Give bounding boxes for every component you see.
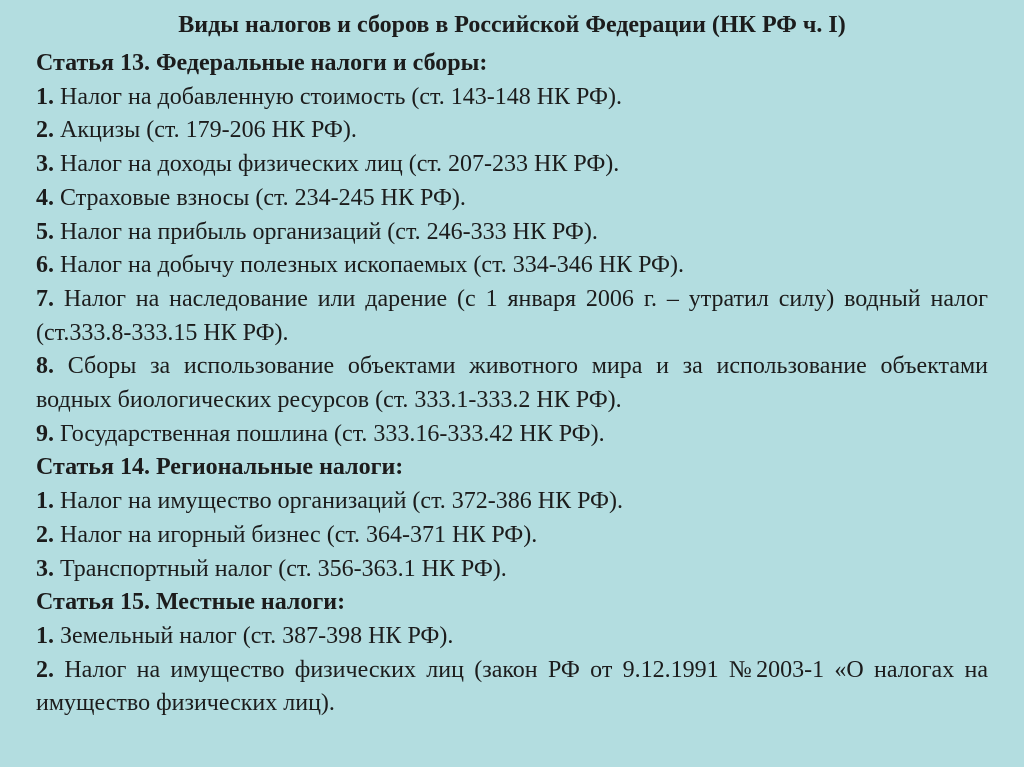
list-item bbox=[36, 249, 988, 283]
section-heading-regional: Статья 14. Региональные налоги: bbox=[36, 454, 404, 481]
item-number: 8. bbox=[36, 353, 54, 380]
item-text: Налог на добычу полезных ископаемых (ст. 334-346 НК РФ). bbox=[60, 252, 684, 279]
item-text: Налог на наследование или дарение (с 1 января 2006 г. – утратил силу) водный налог (ст.333.8-333.15 НК РФ). bbox=[36, 285, 988, 346]
list-item bbox=[36, 148, 988, 182]
list-item bbox=[36, 350, 988, 417]
list-item bbox=[36, 81, 988, 115]
item-number: 1. bbox=[36, 83, 54, 110]
list-item bbox=[36, 485, 988, 519]
list-item bbox=[36, 182, 988, 216]
item-text: Налог на прибыль организаций (ст. 246-333 НК РФ). bbox=[60, 218, 598, 245]
list-item bbox=[36, 283, 988, 350]
item-text: Государственная пошлина (ст. 333.16-333.42 НК РФ). bbox=[60, 420, 605, 447]
item-text: Налог на игорный бизнес (ст. 364-371 НК РФ). bbox=[60, 521, 538, 548]
list-item bbox=[36, 114, 988, 148]
item-number: 3. bbox=[36, 151, 54, 178]
list-item bbox=[36, 418, 988, 452]
item-text: Налог на имущество физических лиц (закон РФ от 9.12.1991 №2003-1 «О налогах на имущество физических лиц). bbox=[36, 656, 989, 717]
section-heading-federal: Статья 13. Федеральные налоги и сборы: bbox=[36, 50, 488, 76]
item-number: 7. bbox=[36, 285, 54, 312]
item-number: 6. bbox=[36, 252, 54, 279]
item-text: Земельный налог (ст. 387-398 НК РФ). bbox=[60, 622, 454, 649]
item-number: 2. bbox=[36, 117, 54, 144]
item-number: 4. bbox=[36, 184, 54, 211]
item-text: Транспортный налог (ст. 356-363.1 НК РФ). bbox=[60, 555, 507, 582]
item-number: 1. bbox=[36, 488, 54, 515]
item-text: Страховые взносы (ст. 234-245 НК РФ). bbox=[60, 184, 466, 211]
slide-title: Виды налогов и сборов в Российской Федерации (НК РФ ч. I) bbox=[178, 12, 846, 38]
item-number: 5. bbox=[36, 218, 54, 245]
list-item bbox=[36, 620, 988, 654]
item-text: Налог на имущество организаций (ст. 372-386 НК РФ). bbox=[60, 488, 623, 515]
list-item bbox=[36, 519, 988, 553]
list-item bbox=[36, 553, 988, 587]
item-text: Налог на доходы физических лиц (ст. 207-233 НК РФ). bbox=[60, 151, 620, 178]
item-number: 1. bbox=[36, 622, 54, 649]
item-text: Акцизы (ст. 179-206 НК РФ). bbox=[60, 117, 357, 144]
item-number: 9. bbox=[36, 420, 54, 447]
item-number: 3. bbox=[36, 555, 54, 582]
list-item bbox=[36, 216, 988, 250]
section-heading-local: Статья 15. Местные налоги: bbox=[36, 589, 346, 616]
list-item bbox=[36, 654, 988, 721]
item-text: Налог на добавленную стоимость (ст. 143-148 НК РФ). bbox=[60, 83, 622, 110]
item-text: Сборы за использование объектами животного мира и за использование объектами водных биологических ресурсов (ст. 333.1-333.2 НК РФ). bbox=[36, 353, 988, 414]
item-number: 2. bbox=[36, 521, 54, 548]
item-number: 2. bbox=[36, 656, 54, 683]
